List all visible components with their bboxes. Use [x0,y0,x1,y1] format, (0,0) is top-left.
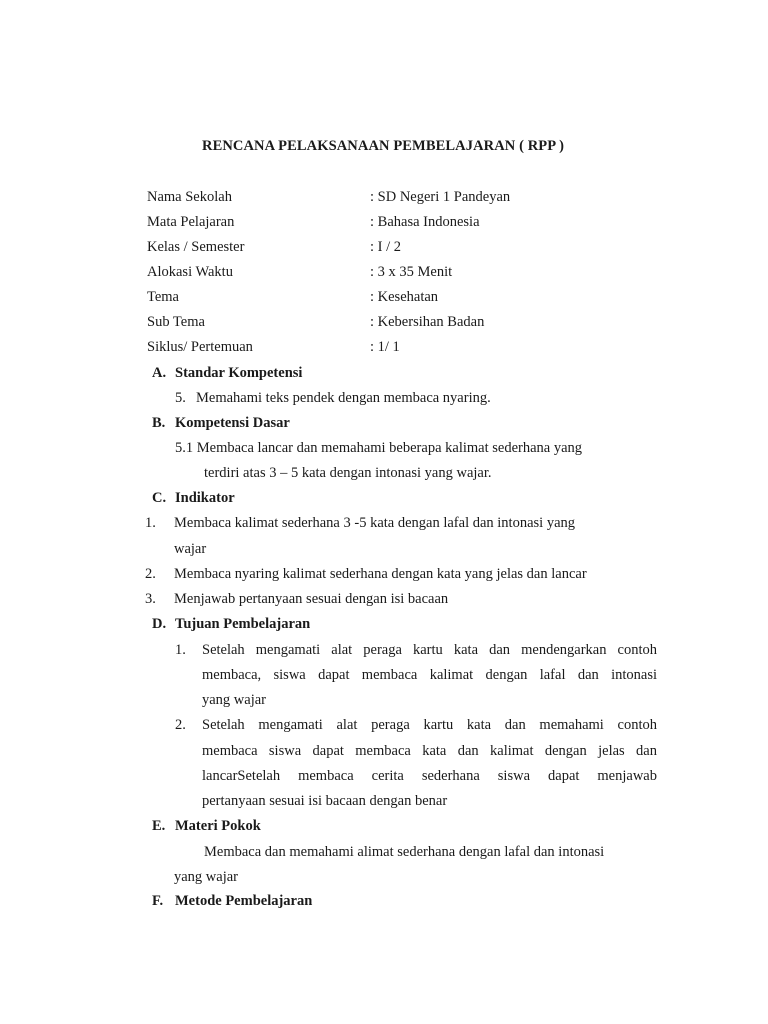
objective-2-number: 2. [175,717,186,733]
indicator-2-line-1: Membaca nyaring kalimat sederhana dengan kata yang jelas dan lancar [174,566,587,582]
section-d-letter: D. [152,616,167,632]
identity-value-subtheme: : Kebersihan Badan [370,314,485,330]
identity-label-time: Alokasi Waktu [147,264,233,280]
section-a-item-text: Memahami teks pendek dengan membaca nyaring. [196,390,491,406]
section-a-heading: Standar Kompetensi [175,365,303,381]
document-title: RENCANA PELAKSANAAN PEMBELAJARAN ( RPP ) [202,138,565,154]
section-c-letter: C. [152,490,167,506]
identity-label-school: Nama Sekolah [147,189,232,205]
section-f-letter: F. [152,893,164,909]
section-e-line-2: yang wajar [174,869,239,885]
identity-label-theme: Tema [147,289,179,305]
identity-value-cycle: : 1/ 1 [370,339,400,355]
section-d-heading: Tujuan Pembelajaran [175,616,311,632]
identity-value-subject: : Bahasa Indonesia [370,214,480,230]
section-b-letter: B. [152,415,166,431]
objective-2-line-1: Setelah mengamati alat peraga kartu kata dan memahami contoh [202,717,657,733]
identity-label-cycle: Siklus/ Pertemuan [147,339,253,355]
identity-value-theme: : Kesehatan [370,289,439,305]
objective-2-line-2: membaca siswa dapat membaca kata dan kalimat dengan jelas dan [202,743,657,759]
objective-2-line-4: pertanyaan sesuai isi bacaan dengan benar [202,793,448,809]
objective-2-line-3: lancarSetelah membaca cerita sederhana siswa dapat menjawab [202,768,657,784]
section-f-heading: Metode Pembelajaran [175,893,313,909]
identity-value-school: : SD Negeri 1 Pandeyan [370,189,511,205]
objective-1-number: 1. [175,642,186,658]
indicator-1-line-1: Membaca kalimat sederhana 3 -5 kata dengan lafal dan intonasi yang [174,515,576,531]
identity-label-subject: Mata Pelajaran [147,214,235,230]
section-e-line-1: Membaca dan memahami alimat sederhana dengan lafal dan intonasi [204,844,605,860]
objective-1-line-2: membaca, siswa dapat membaca kalimat dengan lafal dan intonasi [202,667,657,683]
indicator-1-number: 1. [145,515,156,531]
objective-1-line-1: Setelah mengamati alat peraga kartu kata dan mendengarkan contoh [202,642,657,658]
indicator-2-number: 2. [145,566,156,582]
section-e-heading: Materi Pokok [175,818,261,834]
identity-value-class: : I / 2 [370,239,402,255]
identity-label-subtheme: Sub Tema [147,314,205,330]
objective-1-line-3: yang wajar [202,692,267,708]
section-a-item-number: 5. [175,390,186,406]
identity-value-time: : 3 x 35 Menit [370,264,453,280]
section-b-line-1: 5.1 Membaca lancar dan memahami beberapa kalimat sederhana yang [175,440,583,456]
indicator-3-number: 3. [145,591,156,607]
identity-label-class: Kelas / Semester [147,239,245,255]
indicator-3-line-1: Menjawab pertanyaan sesuai dengan isi bacaan [174,591,449,607]
indicator-1-line-2: wajar [174,541,207,557]
section-c-heading: Indikator [175,490,235,506]
section-b-heading: Kompetensi Dasar [175,415,290,431]
section-b-line-2: terdiri atas 3 – 5 kata dengan intonasi yang wajar. [204,465,492,481]
section-a-letter: A. [152,365,167,381]
section-e-letter: E. [152,818,166,834]
